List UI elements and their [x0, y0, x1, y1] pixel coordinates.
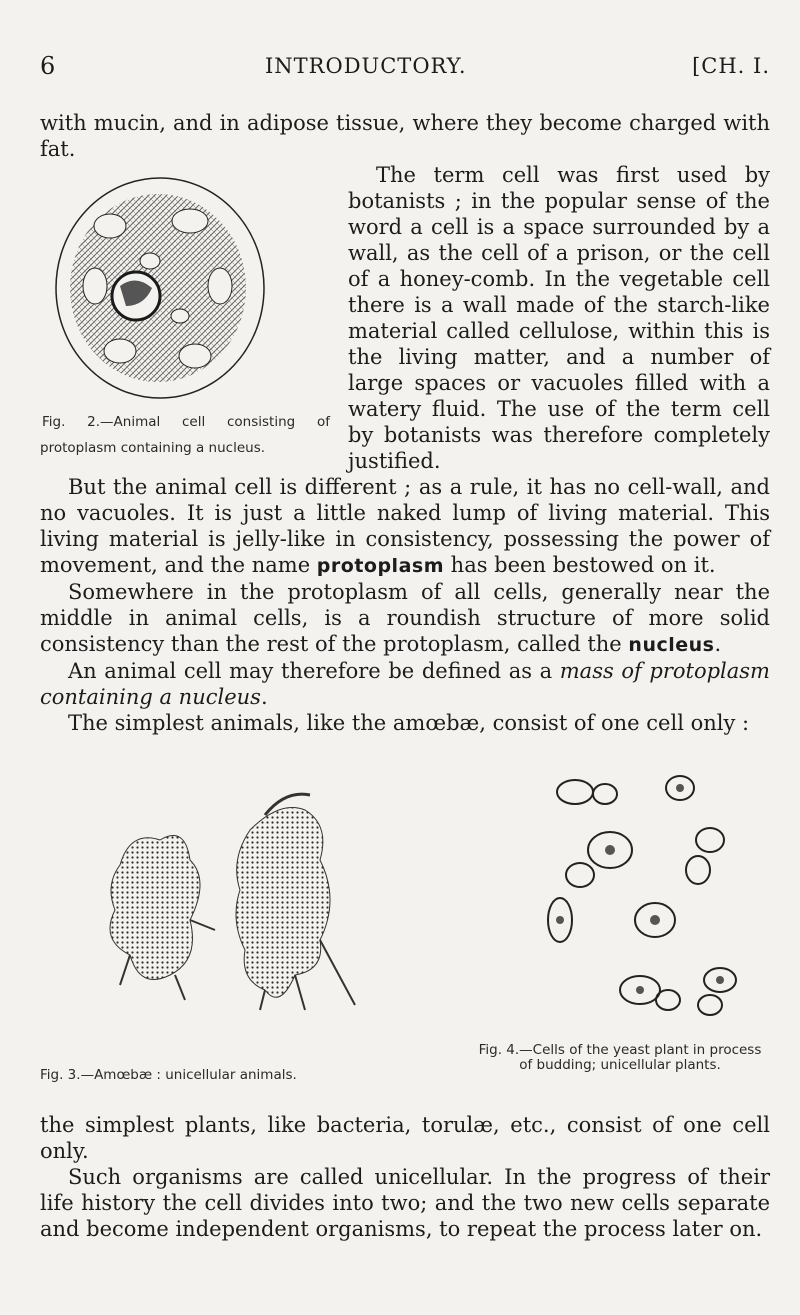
paragraph-5-start: An animal cell may therefore be defined as a	[68, 659, 560, 683]
animal-cell-illustration	[40, 166, 280, 406]
running-head: INTRODUCTORY.	[265, 54, 467, 78]
page-number: 6	[40, 52, 56, 80]
paragraph-4	[40, 579, 770, 658]
page-header	[40, 52, 770, 92]
term-protoplasm: protoplasm	[316, 555, 444, 577]
amoebae-illustration	[90, 770, 400, 1060]
paragraph-3-start: But the animal cell is different ; as a rule, it has no cell-wall, and no vacuoles. It is just a little naked lump of living material. This living material is jelly-like in consistency, possessing the power of movement, and the name	[40, 475, 770, 577]
chapter-marker: [CH. I.	[692, 54, 770, 78]
figure-row	[40, 770, 770, 1083]
paragraph-2	[40, 162, 770, 579]
paragraph-7: the simplest plants, like bacteria, torulæ, etc., consist of one cell only.	[40, 1113, 770, 1163]
term-nucleus: nucleus	[628, 634, 715, 656]
paragraph-1: with mucin, and in adipose tissue, where they become charged with fat.	[40, 111, 770, 161]
figure-2	[40, 166, 330, 458]
main-text-lower	[40, 1112, 770, 1242]
paragraph-3-end: has been bestowed on it.	[444, 553, 716, 577]
paragraph-4-end: .	[714, 632, 722, 656]
figure-2-caption: Fig. 2.—Animal cell consisting of protoplasm containing a nucleus.	[40, 414, 330, 456]
paragraph-4-start: Somewhere in the protoplasm of all cells, generally near the middle in animal cells, is a roundish structure of more solid consistency than the rest of the protoplasm, called the	[40, 580, 770, 656]
paragraph-2-text: The term cell was first used by botanists ; in the popular sense of the word a cell is a space surrounded by a wall, as the cell of a prison, or the cell of a honey-comb. In the vegetable cell there is a wall made of the starch-like material called cellulose, within this is the living matter, and a number of large spaces or vacuoles filled with a watery fluid. The use of the term cell by botanists was therefore completely justified.	[348, 163, 770, 473]
paragraph-5	[40, 658, 770, 710]
paragraph-5-end: .	[260, 685, 268, 709]
main-text-upper	[40, 110, 770, 736]
paragraph-8: Such organisms are called unicellular. In the progress of their life history the cell divides into two; and the two new cells separate and become independent organisms, to repeat the process later on.	[40, 1165, 770, 1241]
figure-3-caption: Fig. 3.—Amœbæ : unicellular animals.	[40, 1067, 297, 1083]
yeast-cells-illustration	[480, 770, 770, 1040]
paragraph-6: The simplest animals, like the amœbæ, consist of one cell only :	[68, 711, 750, 735]
figure-4-caption: Fig. 4.—Cells of the yeast plant in process of budding; unicellular plants.	[478, 1042, 762, 1073]
definition-italic: mass of protoplasm containing a nucleus	[40, 659, 770, 709]
